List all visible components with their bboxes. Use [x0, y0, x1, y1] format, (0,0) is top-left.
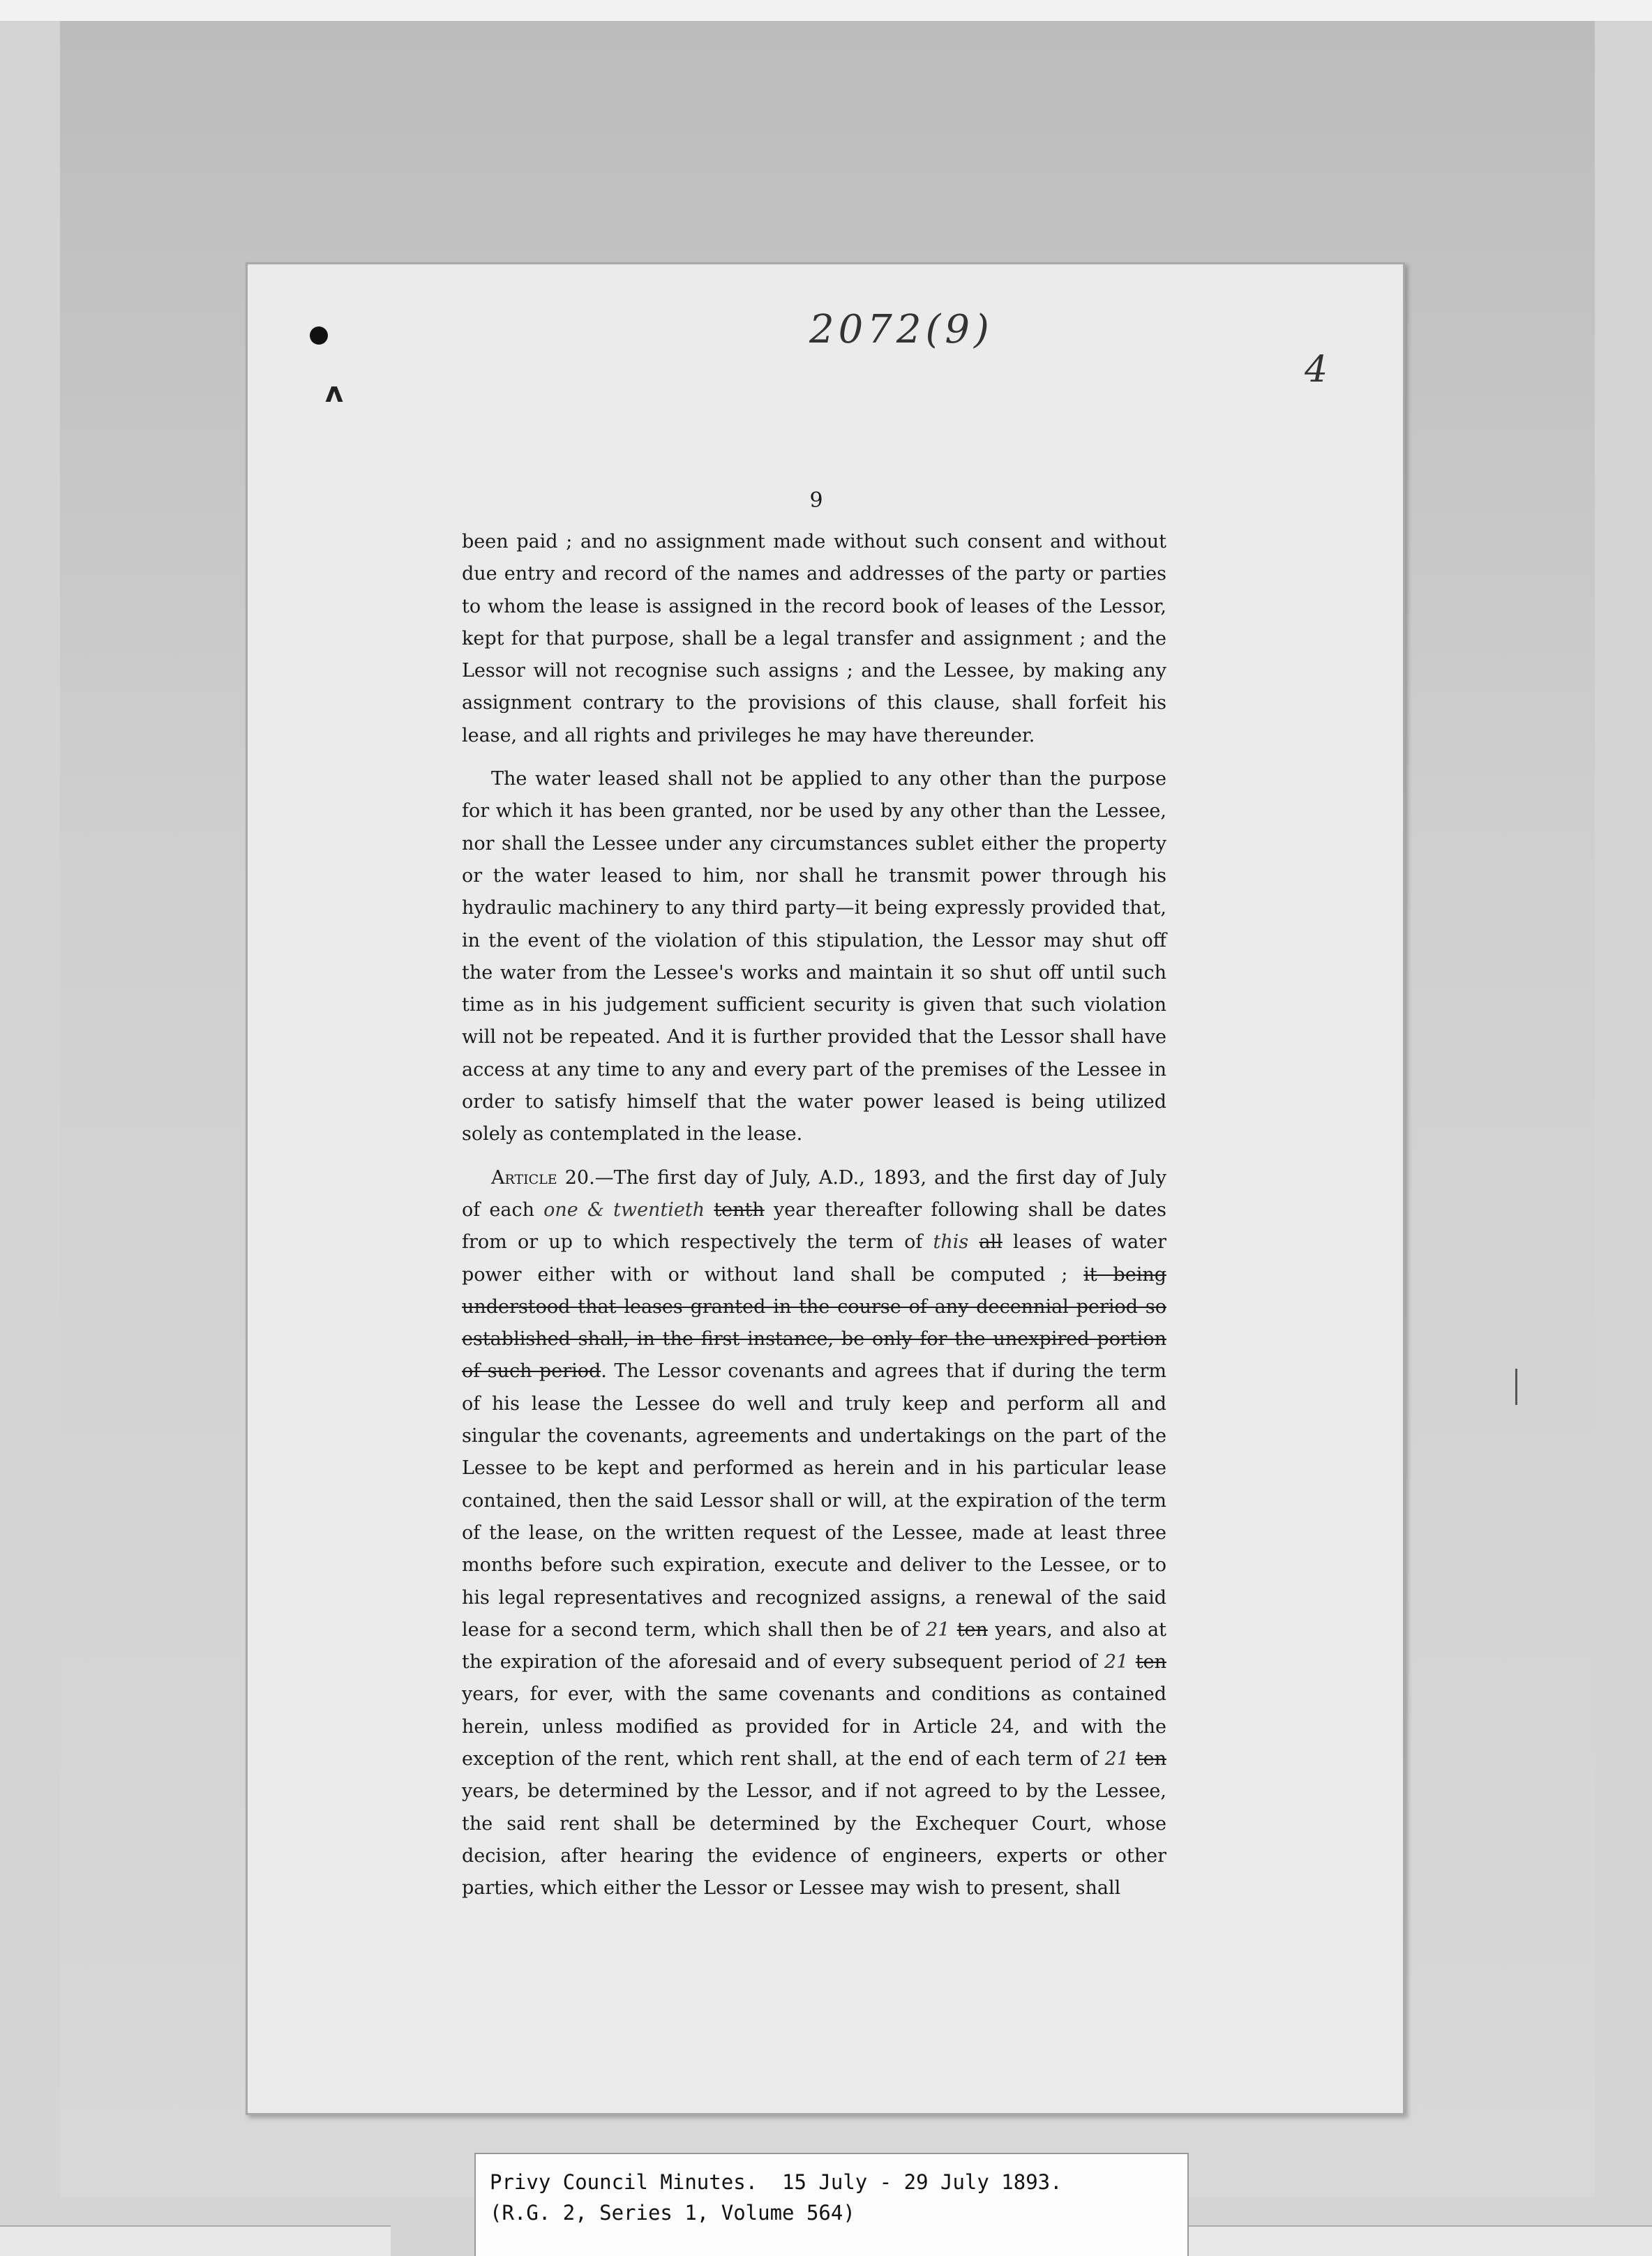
struck-clause: it being understood that leases granted in the course of any decennial period so established shall, in the first instance, be only for the unexpired portion of such period	[462, 1263, 1167, 1383]
struck-word: ten	[1135, 1651, 1166, 1674]
article-text: years, be determined by the Lessor, and if not agreed to by the Lessee, the said rent shall be determined by the Exchequer Court, whose decision, after hearing the evidence of engineers, experts or other parties, which either the Lessor or Lessee may wish to present, shall	[462, 1780, 1166, 1900]
article-text: year thereafter following shall be dates from or up to which respectively the term of	[462, 1198, 1167, 1254]
struck-word: ten	[1135, 1747, 1166, 1770]
margin-tick	[1515, 1369, 1517, 1405]
punch-hole	[310, 326, 328, 345]
article-text: . The Lessor covenants and agrees that if during the term of his lease the Lessee do well and truly keep and perform all and singular the covenants, agreements and undertakings on the part of the Lessee to be kept and performed as herein and in his particular lease contained, then the said Lessor shall or will, at the expiration of the term of the lease, on the written request of the Lessee, made at least three months before such expiration, execute and deliver to the Lessee, or to his legal representatives and recognized assigns, a renewal of the said lease for a second term, which shall then be of	[462, 1360, 1166, 1641]
handwritten-insertion: 21	[1104, 1651, 1129, 1674]
handwritten-reference-number: 2072(9)	[809, 307, 993, 352]
paragraph-assignment: been paid ; and no assignment made without such consent and without due entry and record of the names and addresses of the party or parties to whom the lease is assigned in the record book of leases of the Lessor, kept for that purpose, shall be a legal transfer and assignment ; and the Lessor will not recognise such assigns ; and the Lessee, by making any assignment contrary to the provisions of this clause, shall forfeit his lease, and all rights and privileges he may have thereunder.	[462, 531, 1166, 746]
handwritten-insertion: one & twentieth	[543, 1198, 705, 1221]
handwritten-insertion: 21	[926, 1618, 950, 1641]
article-heading: Article 20.	[491, 1166, 595, 1189]
article-text: years, for ever, with the same covenants and conditions as contained herein, unless modified as provided for in Article 24, and with the exception of the rent, which rent shall, at the end of each term of	[462, 1683, 1166, 1770]
struck-word: all	[979, 1231, 1003, 1254]
handwritten-insertion: 21	[1104, 1747, 1129, 1770]
struck-word: tenth	[714, 1198, 765, 1221]
page-number: 9	[809, 488, 823, 513]
archive-label-line2: (R.G. 2, Series 1, Volume 564)	[490, 2201, 855, 2225]
archive-label-line1: Privy Council Minutes. 15 July - 29 July 1893.	[490, 2170, 1062, 2194]
handwritten-corner-mark: 4	[1305, 349, 1328, 391]
struck-word: ten	[956, 1618, 988, 1641]
article-text: years, and also at the expiration of the aforesaid and of every subsequent period of	[462, 1618, 1166, 1674]
archive-label-text	[490, 2167, 1062, 2228]
paragraph-article-20	[462, 1162, 1166, 1905]
top-edge	[0, 0, 1652, 21]
handwritten-insertion: this	[933, 1231, 969, 1254]
body-text	[462, 526, 1166, 1904]
archive-label	[474, 2153, 1189, 2256]
margin-mark: ʌ	[325, 377, 344, 409]
article-text: leases of water power either with or without land shall be computed ;	[462, 1231, 1166, 1286]
right-binder-tab	[1179, 2225, 1652, 2256]
paragraph-water-use: The water leased shall not be applied to any other than the purpose for which it has been granted, nor be used by any other than the Lessee, nor shall the Lessee under any circumstances sublet either the property or the water leased to him, nor shall he transmit power through his hydraulic machinery to any third party—it being expressly provided that, in the event of the violation of this stipulation, the Lessor may shut off the water from the Lessee's works and maintain it so shut off until such time as in his judgement sufficient security is given that such violation will not be repeated. And it is further provided that the Lessor shall have access at any time to any and every part of the premises of the Lessee in order to satisfy himself that the water power leased is being utilized solely as contemplated in the lease.	[462, 768, 1166, 1145]
left-binder-tab	[0, 2225, 391, 2256]
article-text: —The first day of July, A.D., 1893, and the first day of July of each	[462, 1166, 1166, 1221]
